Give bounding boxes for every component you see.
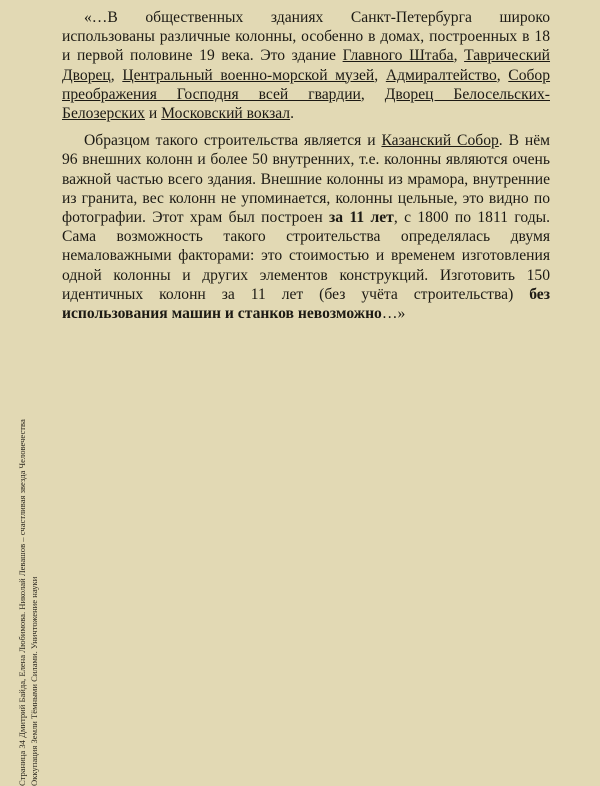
p1-text-6: , [360, 85, 385, 103]
p1-text-5: , [496, 66, 509, 84]
p1-text-7: и [144, 105, 162, 123]
link-admiralteystvo[interactable]: Адмиралтейство [385, 66, 497, 84]
paragraph-2 [62, 131, 550, 323]
side-caption-line-1: Страница 34 Дмитрий Байда, Елена Любимова. Николай Левашов – счастливая звезда Человечества [17, 419, 27, 786]
p2-text-3: , с 1800 по 1811 годы. Сама возможность такого строительства определялась двумя немаловажными факторами: это стоимостью и временем изготовления одной колонны и других элементов конструкций. Изготовить 150 идентичных колонн за 11 лет (без учёта строительства) [62, 209, 551, 303]
p1-text-2: , [453, 47, 465, 65]
link-beloselsky-palace[interactable]: Дворец Белосельских-Белозерских [62, 85, 550, 123]
link-tavrichesky-dvorets[interactable]: Таврический Дворец [62, 47, 551, 84]
body-text [62, 8, 550, 323]
p2-text-2: . В нём 96 внешних колонн и более 50 внутренних, т.е. колонны являются очень важной частью всего здания. Внешние колонны из мрамора, внутренние из гранита, вес колонн не упоминается, колонны цельные, это видно по фотографии. Этот храм был построен [62, 132, 550, 227]
link-moskovsky-vokzal[interactable]: Московский вокзал [161, 105, 291, 123]
link-kazansky-sobor[interactable]: Казанский Собор [381, 132, 499, 150]
link-preobrazhensky-sobor[interactable]: Собор преображения Господня всей гвардии [62, 66, 551, 103]
p2-bold-2: без использования машин и станков невозможно [62, 285, 550, 323]
p2-text-1: Образцом такого строительства является и [84, 132, 382, 150]
side-caption [16, 386, 46, 786]
p2-text-4: …» [381, 305, 406, 323]
p1-text-4: , [374, 66, 386, 84]
link-glavny-shtab[interactable]: Главного Штаба [342, 47, 454, 65]
p1-text-8: . [290, 105, 294, 123]
p1-text-1: «…В общественных зданиях Санкт-Петербурга широко использованы различные колонны, особенно в домах, построенных в 18 и первой половине 19 века. Это здание [62, 9, 550, 65]
paragraph-1 [62, 8, 550, 123]
link-naval-museum[interactable]: Центральный военно-морской музей [122, 66, 375, 84]
p2-bold-1: за 11 лет [329, 209, 394, 227]
side-caption-line-2: Оккупация Земли Тёмными Силами. Уничтожение науки [29, 576, 39, 786]
p1-text-3: , [110, 66, 123, 84]
